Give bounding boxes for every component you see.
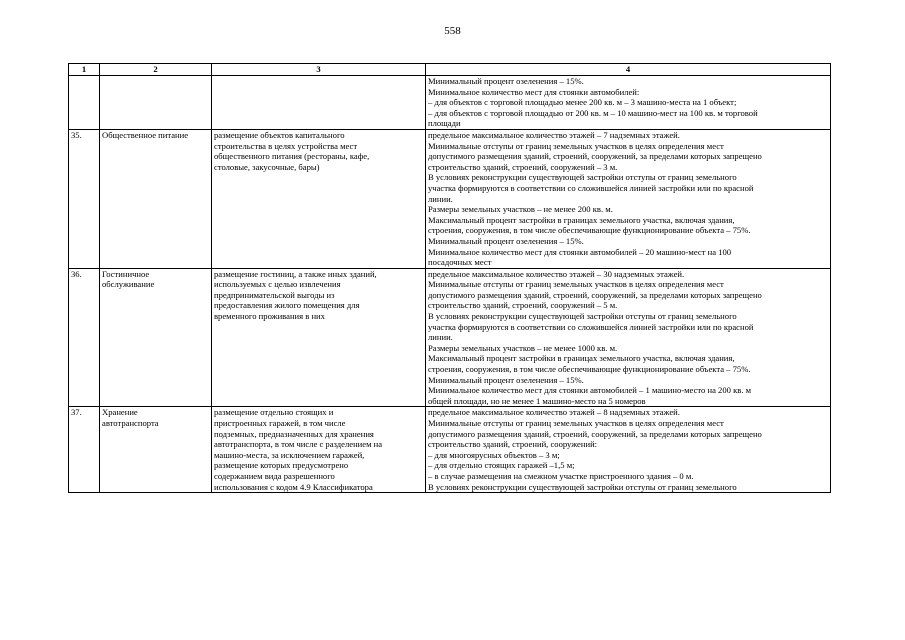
cell-line: участка формируются в соответствии со сложившейся линией застройки или по красной xyxy=(428,321,754,332)
cell-line: строения, сооружения, в том числе обеспечивающие функционирование объекта – 75%. xyxy=(428,225,751,236)
cell-line: Размеры земельных участков – не менее 1000 кв. м. xyxy=(428,342,618,353)
parameters-cell xyxy=(426,268,831,407)
header-col-4: 4 xyxy=(426,64,831,76)
cell-line: – для объектов с торговой площадью от 200 кв. м – 10 машино-мест на 100 кв. м торговой xyxy=(428,107,758,118)
cell-line: строительство зданий, строений, сооружений – 5 м. xyxy=(428,300,618,311)
cell-line: размещение объектов капитального xyxy=(214,129,345,140)
cell-line: – для отдельно стоящих гаражей –1,5 м; xyxy=(428,460,575,471)
cell-line: В условиях реконструкции существующей застройки отступы от границ земельного xyxy=(428,311,737,322)
cell-line: Минимальное количество мест для стоянки автомобилей – 1 машино-место на 200 кв. м xyxy=(428,385,752,396)
cell-line: общей площади, но не менее 1 машино-место на 5 номеров xyxy=(428,395,646,406)
table-body xyxy=(69,76,831,493)
cell-line: автотранспорта xyxy=(102,418,159,428)
cell-line: Минимальное количество мест для стоянки автомобилей – 20 машино-мест на 100 xyxy=(428,246,732,257)
cell-line: использования с кодом 4.9 Классификатора xyxy=(214,481,373,492)
cell-line: Минимальное количество мест для стоянки автомобилей: xyxy=(428,86,640,97)
use-description-cell xyxy=(212,268,426,407)
cell-line: Минимальные отступы от границ земельных участков в целях определения мест xyxy=(428,418,724,428)
page-number: 558 xyxy=(444,25,461,37)
parameters-cell xyxy=(426,76,831,130)
row-number: 35. xyxy=(71,129,82,140)
cell-line: – для многоярусных объектов – 3 м; xyxy=(428,449,560,460)
row-number-cell xyxy=(69,76,100,130)
header-col-3: 3 xyxy=(212,64,426,76)
cell-line: размещение гостиниц, а также иных зданий, xyxy=(214,268,377,279)
table-row xyxy=(69,407,831,493)
cell-line: размещение отдельно стоящих и xyxy=(214,407,334,418)
cell-line: Хранение xyxy=(102,407,138,418)
cell-line: линии. xyxy=(428,332,453,343)
row-number: 37. xyxy=(71,407,82,418)
cell-line: обслуживание xyxy=(102,279,155,290)
use-description-cell xyxy=(212,76,426,130)
cell-line: предельное максимальное количество этажей – 7 надземных этажей. xyxy=(428,129,680,140)
cell-line: содержанием вида разрешенного xyxy=(214,470,335,481)
use-name-cell xyxy=(100,129,212,268)
table-row xyxy=(69,268,831,407)
row-number: 36. xyxy=(71,268,82,279)
cell-line: общественного питания (рестораны, кафе, xyxy=(214,151,370,162)
cell-line: В условиях реконструкции существующей застройки отступы от границ земельного xyxy=(428,481,737,492)
cell-line: – для объектов с торговой площадью менее 200 кв. м – 3 машино-места на 1 объект; xyxy=(428,97,737,108)
use-name-cell xyxy=(100,268,212,407)
cell-line: автотранспорта, в том числе с разделением на xyxy=(214,439,383,450)
cell-line: Минимальный процент озеленения – 15%. xyxy=(428,235,584,246)
row-number-cell xyxy=(69,129,100,268)
cell-line: Гостиничное xyxy=(102,268,150,279)
cell-line: используемых с целью извлечения xyxy=(214,279,341,290)
cell-line: предоставления жилого помещения для xyxy=(214,300,360,311)
cell-line: линии. xyxy=(428,193,453,204)
cell-line: – в случае размещения на смежном участке пристроенного здания – 0 м. xyxy=(428,470,694,481)
cell-line: строения, сооружения, в том числе обеспечивающие функционирование объекта – 75%. xyxy=(428,364,751,375)
table-row xyxy=(69,76,831,130)
parameters-cell xyxy=(426,129,831,268)
cell-line: посадочных мест xyxy=(428,257,492,268)
parameters-cell xyxy=(426,407,831,493)
use-name-cell xyxy=(100,76,212,130)
cell-line: допустимого размещения зданий, строений, сооружений, за пределами которых запрещено xyxy=(428,289,762,300)
cell-line: площади xyxy=(428,118,461,129)
cell-line: строительства в целях устройства мест xyxy=(214,140,358,151)
cell-line: столовые, закусочные, бары) xyxy=(214,161,320,172)
cell-line: размещение которых предусмотрено xyxy=(214,460,349,471)
cell-line: Максимальный процент застройки в границах земельного участка, включая здания, xyxy=(428,214,735,225)
header-col-1: 1 xyxy=(69,64,100,76)
cell-line: предпринимательской выгоды из xyxy=(214,289,335,300)
cell-line: Минимальные отступы от границ земельных участков в целях определения мест xyxy=(428,279,724,290)
cell-line: Размеры земельных участков – не менее 200 кв. м. xyxy=(428,204,613,215)
use-description-cell xyxy=(212,129,426,268)
table-header-row xyxy=(69,64,831,76)
zoning-table xyxy=(68,63,831,493)
use-name-cell xyxy=(100,407,212,493)
cell-line: временного проживания в них xyxy=(214,311,325,322)
cell-line: предельное максимальное количество этажей – 30 надземных этажей. xyxy=(428,268,685,279)
cell-line: пристроенных гаражей, в том числе xyxy=(214,418,346,428)
use-description-cell xyxy=(212,407,426,493)
cell-line: Общественное питание xyxy=(102,129,189,140)
cell-line: Минимальные отступы от границ земельных участков в целях определения мест xyxy=(428,140,724,151)
cell-line: строительство зданий, строений, сооружений: xyxy=(428,439,598,450)
cell-line: допустимого размещения зданий, строений, сооружений, за пределами которых запрещено xyxy=(428,151,762,162)
cell-line: строительство зданий, строений, сооружений – 3 м. xyxy=(428,161,618,172)
table-row xyxy=(69,129,831,268)
cell-line: машино-места, за исключением гаражей, xyxy=(214,449,365,460)
cell-line: Минимальный процент озеленения – 15%. xyxy=(428,374,584,385)
cell-line: допустимого размещения зданий, строений, сооружений, за пределами которых запрещено xyxy=(428,428,762,439)
header-col-2: 2 xyxy=(100,64,212,76)
cell-line: Максимальный процент застройки в границах земельного участка, включая здания, xyxy=(428,353,735,364)
cell-line: В условиях реконструкции существующей застройки отступы от границ земельного xyxy=(428,172,737,183)
row-number-cell xyxy=(69,268,100,407)
row-number-cell xyxy=(69,407,100,493)
cell-line: подземных, предназначенных для хранения xyxy=(214,428,374,439)
cell-line: Минимальный процент озеленения – 15%. xyxy=(428,76,584,86)
cell-line: участка формируются в соответствии со сложившейся линией застройки или по красной xyxy=(428,182,754,193)
cell-line: предельное максимальное количество этажей – 8 надземных этажей. xyxy=(428,407,680,418)
